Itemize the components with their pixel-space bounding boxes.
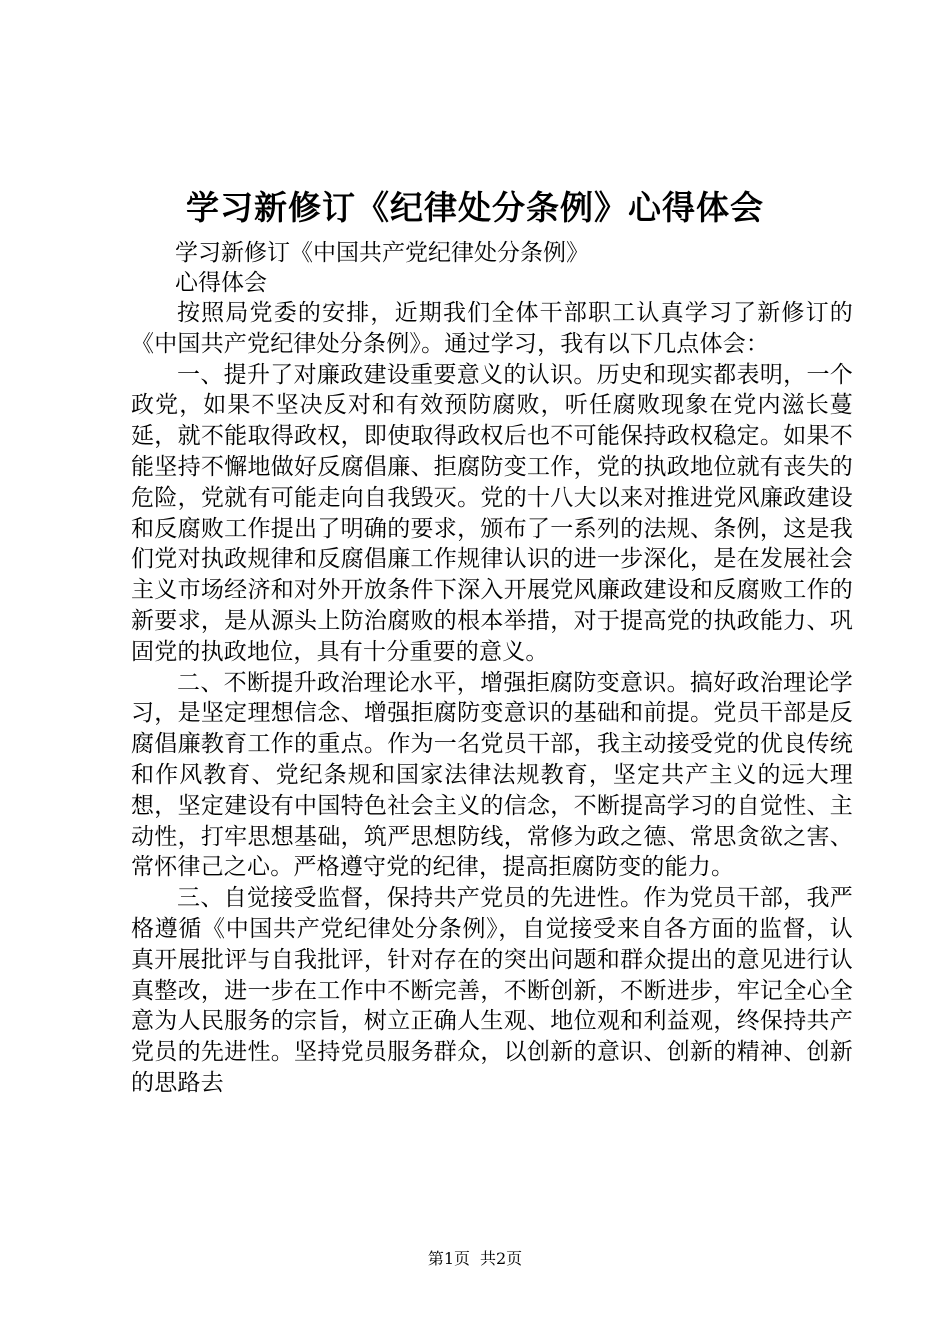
paragraph-intro: 按照局党委的安排，近期我们全体干部职工认真学习了新修订的《中国共产党纪律处分条例》。通过学习，我有以下几点体会： <box>131 300 853 357</box>
paragraph-point-3: 三、自觉接受监督，保持共产党员的先进性。作为党员干部，我严格遵循《中国共产党纪律处分条例》，自觉接受来自各方面的监督，认真开展批评与自我批评，针对存在的突出问题和群众提出的意见进行认真整改，进一步在工作中不断完善，不断创新，不断进步，牢记全心全意为人民服务的宗旨，树立正确人生观、地位观和利益观，终保持共产党员的先进性。坚持党员服务群众，以创新的意识、创新的精神、创新的思路去 <box>131 885 853 1096</box>
subtitle-line-2: 心得体会 <box>175 270 267 296</box>
document-body <box>131 298 853 1099</box>
page-total: 共2页 <box>480 1249 523 1268</box>
paragraph-point-2: 二、不断提升政治理论水平，增强拒腐防变意识。搞好政治理论学习，是坚定理想信念、增强拒腐防变意识的基础和前提。党员干部是反腐倡廉教育工作的重点。作为一名党员干部，我主动接受党的优良传统和作风教育、党纪条规和国家法律法规教育，坚定共产主义的远大理想，坚定建设有中国特色社会主义的信念，不断提高学习的自觉性、主动性，打牢思想基础，筑严思想防线，常修为政之德、常思贪欲之害、常怀律己之心。严格遵守党的纪律，提高拒腐防变的能力。 <box>131 669 853 881</box>
subtitle-line-1: 学习新修订《中国共产党纪律处分条例》 <box>175 240 589 266</box>
page-number: 第1页 <box>427 1249 470 1268</box>
document-title: 学习新修订《纪律处分条例》心得体会 <box>186 188 764 227</box>
paragraph-point-1: 一、提升了对廉政建设重要意义的认识。历史和现实都表明，一个政党，如果不坚决反对和有效预防腐败，听任腐败现象在党内滋长蔓延，就不能取得政权，即使取得政权后也不可能保持政权稳定。如果不能坚持不懈地做好反腐倡廉、拒腐防变工作，党的执政地位就有丧失的危险，党就有可能走向自我毁灭。党的十八大以来对推进党风廉政建设和反腐败工作提出了明确的要求，颁布了一系列的法规、条例，这是我们党对执政规律和反腐倡廉工作规律认识的进一步深化，是在发展社会主义市场经济和对外开放条件下深入开展党风廉政建设和反腐败工作的新要求，是从源头上防治腐败的根本举措，对于提高党的执政能力、巩固党的执政地位，具有十分重要的意义。 <box>131 361 853 665</box>
page-footer <box>0 1248 950 1270</box>
